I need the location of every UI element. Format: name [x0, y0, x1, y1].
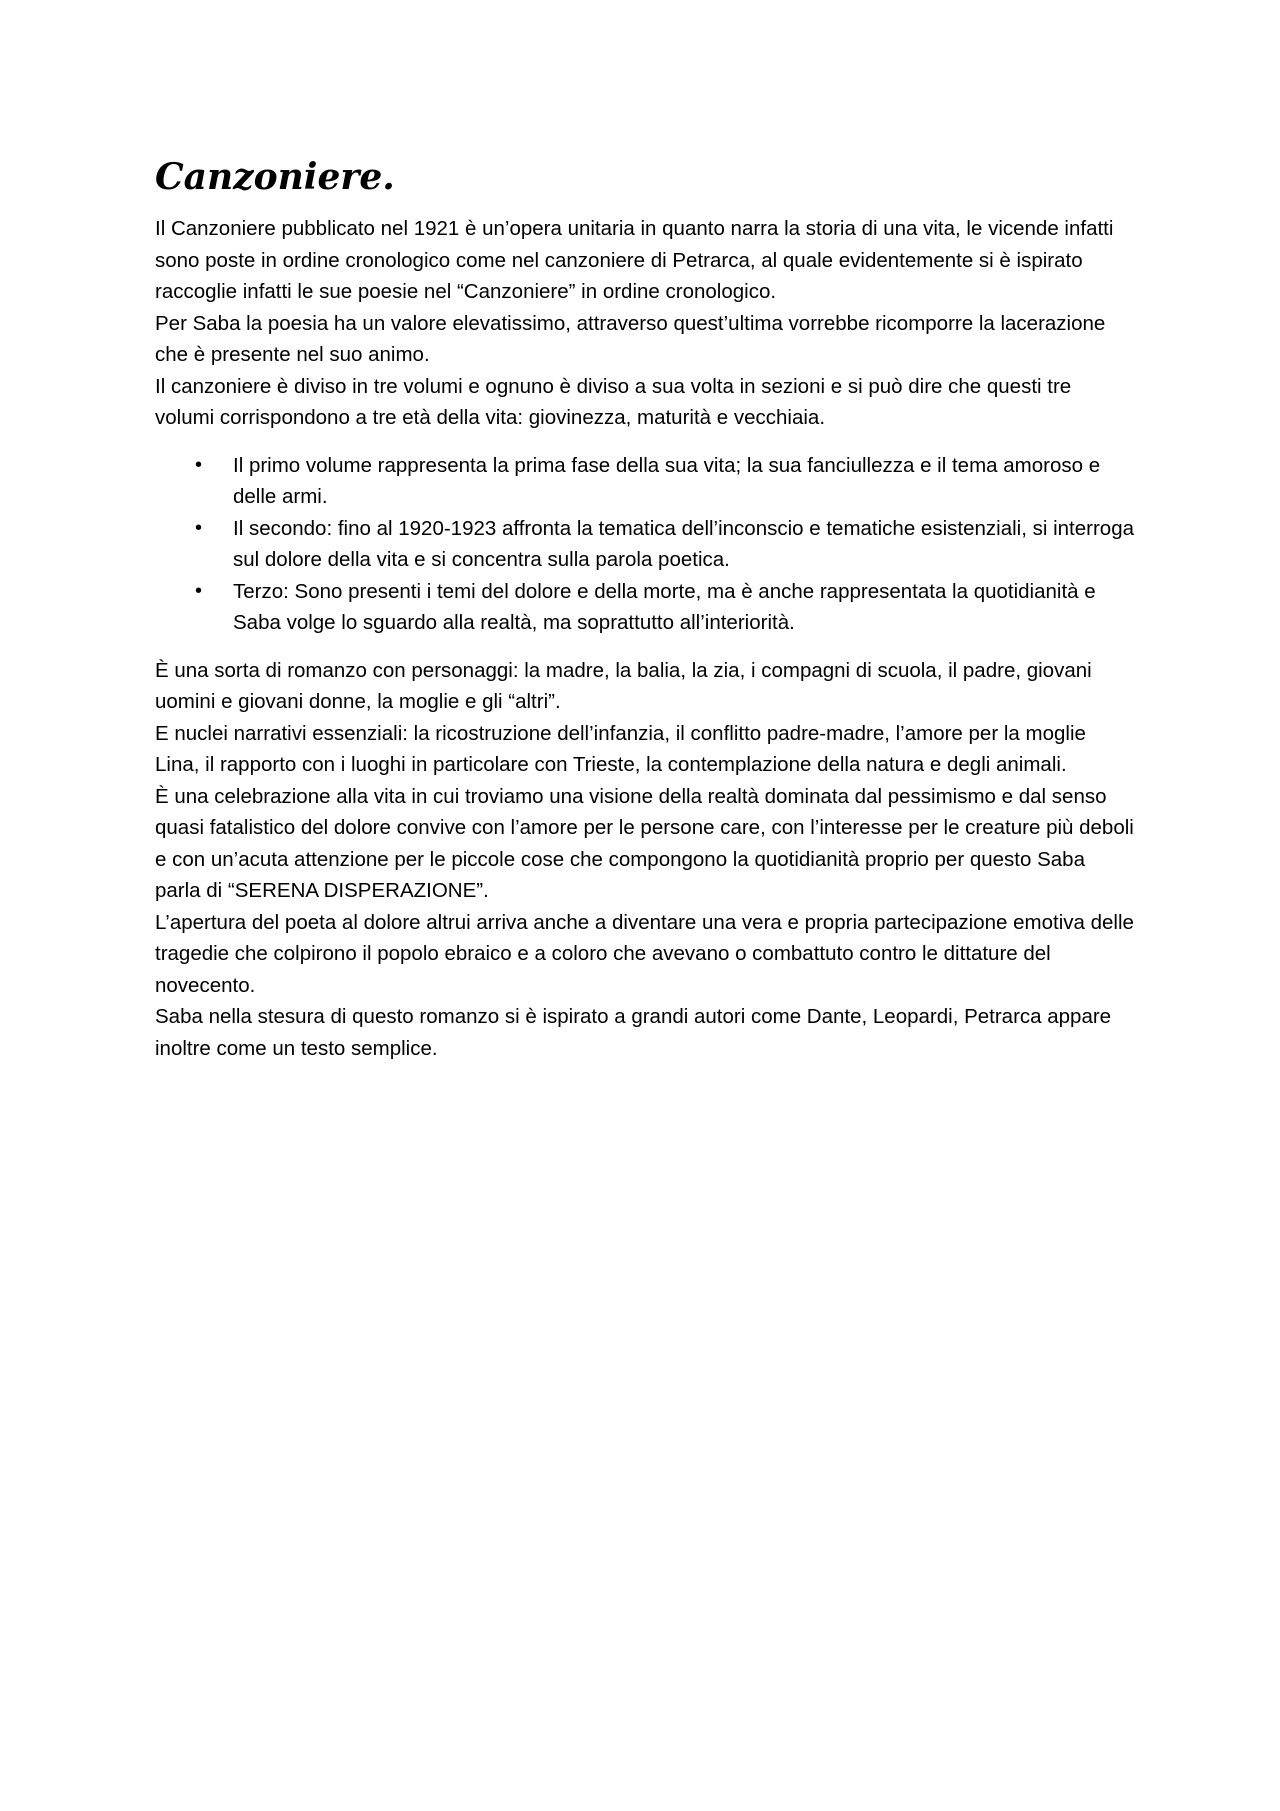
closing-paragraph-4: L’apertura del poeta al dolore altrui arriva anche a diventare una vera e propria partecipazione emotiva delle tragedie che colpirono il popolo ebraico e a coloro che avevano o combattuto contro le dittature del novecento.	[155, 910, 1134, 997]
closing-section	[155, 655, 1135, 1065]
closing-paragraph-5: Saba nella stesura di questo romanzo si è ispirato a grandi autori come Dante, Leopardi, Petrarca appare inoltre come un testo semplice.	[155, 1005, 1112, 1060]
document-title: Canzoniere.	[155, 156, 395, 198]
list-item-text: Il primo volume rappresenta la prima fase della sua vita; la sua fanciullezza e il tema amoroso e delle armi.	[233, 453, 1101, 508]
intro-paragraph-1: Il Canzoniere pubblicato nel 1921 è un’opera unitaria in quanto narra la storia di una vita, le vicende infatti sono poste in ordine cronologico come nel canzoniere di Petrarca, al quale evidentemente si è ispirato raccoglie infatti le sue poesie nel “Canzoniere” in ordine cronologico.	[155, 217, 1114, 303]
intro-paragraph-2: Per Saba la poesia ha un valore elevatissimo, attraverso quest’ultima vorrebbe ricomporre la lacerazione che è presente nel suo animo.	[155, 311, 1106, 366]
document-page	[155, 155, 1135, 1064]
bullet-icon: •	[195, 516, 203, 539]
volumes-list	[155, 450, 1135, 639]
intro-paragraph-3: Il canzoniere è diviso in tre volumi e ognuno è diviso a sua volta in sezioni e si può dire che questi tre volumi corrispondono a tre età della vita: giovinezza, maturità e vecchiaia.	[155, 374, 1072, 429]
closing-paragraph-3: È una celebrazione alla vita in cui troviamo una visione della realtà dominata dal pessimismo e dal senso quasi fatalistico del dolore convive con l’amore per le persone care, con l’interesse per le creature più deboli e con un’acuta attenzione per le piccole cose che compongono la quotidianità proprio per questo Saba parla di “SERENA DISPERAZIONE”.	[155, 784, 1134, 902]
closing-paragraph-2: E nuclei narrativi essenziali: la ricostruzione dell’infanzia, il conflitto padre-madre, l’amore per la moglie Lina, il rapporto con i luoghi in particolare con Trieste, la contemplazione della natura e degli animali.	[155, 721, 1086, 776]
list-item	[195, 450, 1135, 513]
list-item-text: Terzo: Sono presenti i temi del dolore e della morte, ma è anche rappresentata la quotidianità e Saba volge lo sguardo alla realtà, ma soprattutto all’interiorità.	[233, 579, 1096, 634]
bullet-icon: •	[195, 453, 203, 476]
list-item	[195, 576, 1135, 639]
bullet-icon: •	[195, 579, 203, 602]
list-item	[195, 513, 1135, 576]
intro-section	[155, 213, 1135, 434]
list-item-text: Il secondo: fino al 1920-1923 affronta la tematica dell’inconscio e tematiche esistenziali, si interroga sul dolore della vita e si concentra sulla parola poetica.	[233, 516, 1134, 571]
closing-paragraph-1: È una sorta di romanzo con personaggi: la madre, la balia, la zia, i compagni di scuola, il padre, giovani uomini e giovani donne, la moglie e gli “altri”.	[155, 658, 1092, 713]
